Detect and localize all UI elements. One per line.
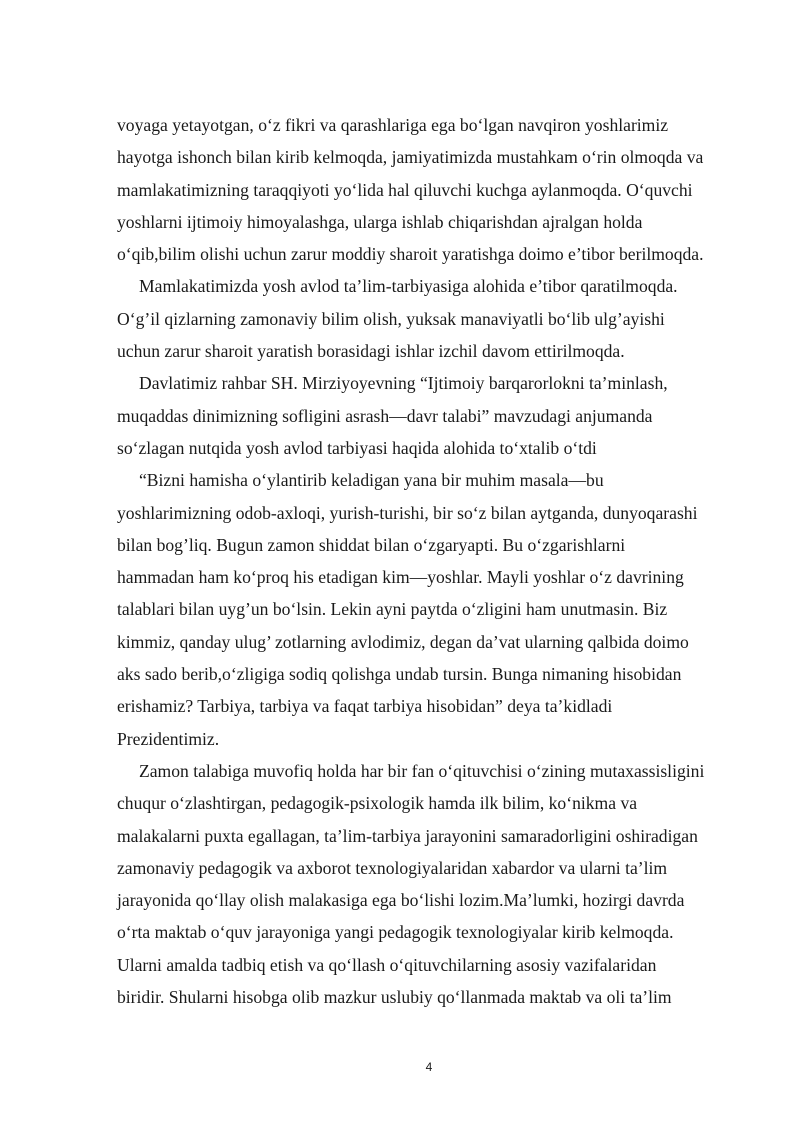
text-line: hayotga ishonch bilan kirib kelmoqda, jamiyatimizda mustahkam o‘rin olmoqda va — [117, 147, 704, 168]
text-line: jarayonida qo‘llay olish malakasiga ega bo‘lishi lozim.Ma’lumki, hozirgi davrda — [117, 890, 685, 911]
text-line: mamlakatimizning taraqqiyoti yo‘lida hal qiluvchi kuchga aylanmoqda. O‘quvchi — [117, 179, 693, 200]
text-line: Davlatimiz rahbar SH. Mirziyoyevning “Ijtimoiy barqarorlokni ta’minlash, — [139, 373, 668, 394]
text-line: muqaddas dinimizning sofligini asrash—davr talabi” mavzudagi anjumanda — [117, 405, 653, 426]
text-line: Prezidentimiz. — [117, 728, 220, 749]
text-line: so‘zlagan nutqida yosh avlod tarbiyasi haqida alohida to‘xtalib o‘tdi — [117, 437, 597, 458]
text-line: erishamiz? Tarbiya, tarbiya va faqat tarbiya hisobidan” deya ta’kidladi — [117, 696, 613, 717]
text-line: Mamlakatimizda yosh avlod ta’lim-tarbiyasiga alohida e’tibor qaratilmoqda. — [139, 276, 678, 297]
text-line: o‘qib,bilim olishi uchun zarur moddiy sharoit yaratishga doimo e’tibor berilmoqda. — [117, 244, 704, 265]
text-line: voyaga yetayotgan, o‘z fikri va qarashlariga ega bo‘lgan navqiron yoshlarimiz — [117, 115, 669, 135]
text-line: yoshlarni ijtimoiy himoyalashga, ularga ishlab chiqarishdan ajralgan holda — [117, 211, 643, 232]
text-line: o‘rta maktab o‘quv jarayoniga yangi pedagogik texnologiyalar kirib kelmoqda. — [117, 922, 674, 943]
text-line: hammadan ham ko‘proq his etadigan kim—yoshlar. Mayli yoshlar o‘z davrining — [117, 567, 684, 588]
text-line: yoshlarimizning odob-axloqi, yurish-turishi, bir so‘z bilan aytganda, dunyoqarashi — [117, 502, 698, 523]
text-line: aks sado berib,o‘zligiga sodiq qolishga undab tursin. Bunga nimaning hisobidan — [117, 664, 682, 685]
text-line: uchun zarur sharoit yaratish borasidagi ishlar izchil davom ettirilmoqda. — [117, 341, 625, 362]
text-line: bilan bog’liq. Bugun zamon shiddat bilan o‘zgaryapti. Bu o‘zgarishlarni — [117, 534, 626, 555]
text-line: biridir. Shularni hisobga olib mazkur uslubiy qo‘llanmada maktab va oli ta’lim — [117, 987, 672, 1008]
text-line: talablari bilan uyg’un bo‘lsin. Lekin ayni paytda o‘zligini ham unutmasin. Biz — [117, 599, 668, 620]
text-line: chuqur o‘zlashtirgan, pedagogik-psixologik hamda ilk bilim, ko‘nikma va — [117, 793, 638, 814]
text-line: zamonaviy pedagogik va axborot texnologiyalaridan xabardor va ularni ta’lim — [117, 857, 668, 878]
text-line: Zamon talabiga muvofiq holda har bir fan o‘qituvchisi o‘zining mutaxassisligini — [139, 760, 705, 781]
text-line: O‘g’il qizlarning zamonaviy bilim olish, yuksak manaviyatli bo‘lib ulg’ayishi — [117, 308, 665, 329]
text-line: Ularni amalda tadbiq etish va qo‘llash o‘qituvchilarning asosiy vazifalaridan — [117, 954, 657, 975]
text-line: malakalarni puxta egallagan, ta’lim-tarbiya jarayonini samaradorligini oshiradigan — [117, 825, 698, 846]
body-text — [117, 109, 745, 1013]
text-line: kimmiz, qanday ulug’ zotlarning avlodimiz, degan da’vat ularning qalbida doimo — [117, 631, 689, 652]
page-number: 4 — [425, 1060, 433, 1074]
text-line: “Bizni hamisha o‘ylantirib keladigan yana bir muhim masala—bu — [139, 470, 604, 491]
